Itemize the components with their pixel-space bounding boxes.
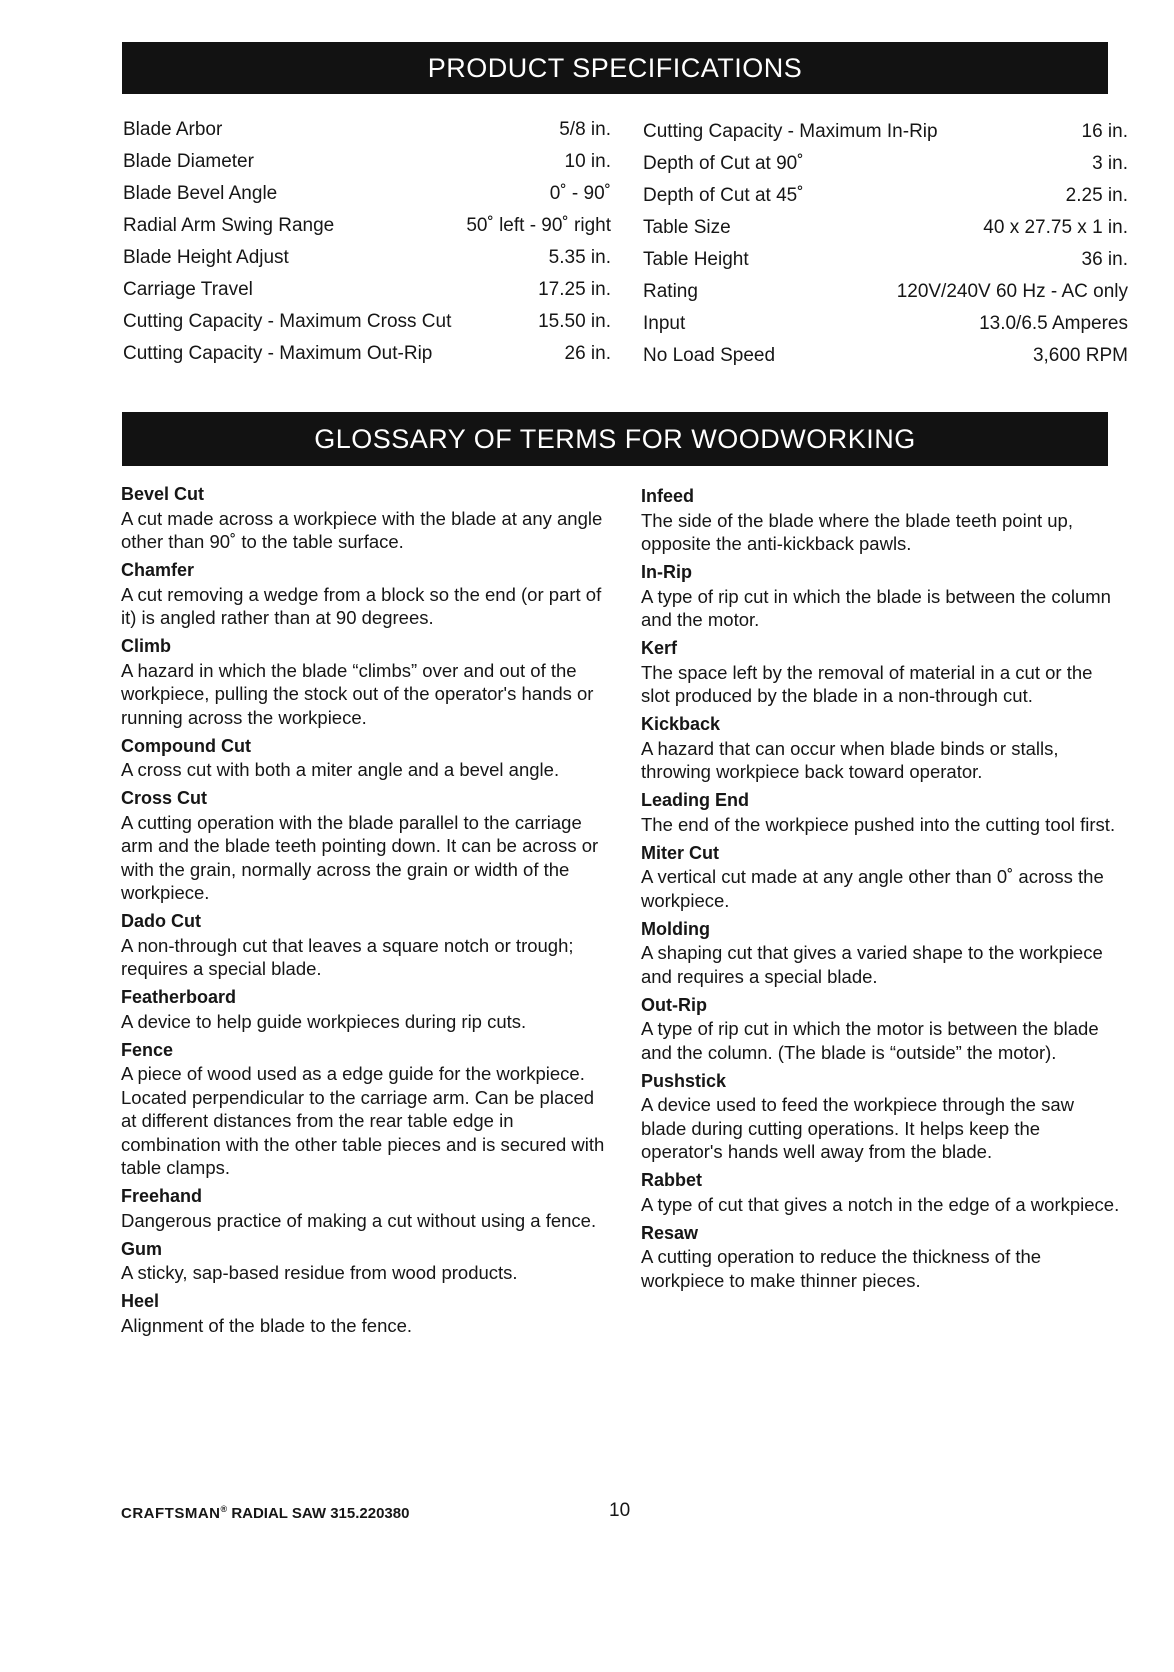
glossary-entry: [121, 910, 611, 981]
spec-row: [123, 242, 611, 274]
glossary-term: Leading End: [641, 790, 749, 810]
glossary-entry: [121, 986, 611, 1033]
spec-label: Radial Arm Swing Range: [123, 215, 335, 236]
glossary-definition: A device to help guide workpieces during rip cuts.: [121, 1010, 527, 1032]
glossary-term: Rabbet: [641, 1170, 703, 1190]
glossary-definition: A cutting operation to reduce the thickness of the workpiece to make thinner pieces.: [641, 1246, 1042, 1291]
glossary-definition: The side of the blade where the blade teeth point up, opposite the anti-kickback pawls.: [641, 509, 1073, 554]
spec-value: 2.25 in.: [1065, 185, 1128, 206]
glossary-term: Climb: [121, 636, 172, 656]
spec-value: 16 in.: [1081, 121, 1128, 142]
glossary-term: Bevel Cut: [121, 484, 205, 504]
glossary-left-column: [121, 483, 611, 1343]
glossary-term: Freehand: [121, 1186, 203, 1206]
spec-row: [123, 210, 611, 242]
glossary-entry: [121, 559, 611, 630]
specifications-banner: [122, 42, 1108, 94]
spec-label: Depth of Cut at 90˚: [643, 153, 804, 174]
spec-label: Blade Arbor: [123, 119, 223, 140]
spec-label: Input: [643, 313, 686, 334]
spec-row: [643, 308, 1128, 340]
glossary-term: Dado Cut: [121, 911, 201, 931]
glossary-term: Fence: [121, 1039, 174, 1060]
spec-value: 26 in.: [564, 343, 611, 364]
spec-value: 40 x 27.75 x 1 in.: [983, 217, 1128, 238]
glossary-term: Resaw: [641, 1222, 699, 1243]
spec-row: [123, 178, 611, 210]
spec-value: 17.25 in.: [538, 279, 611, 300]
spec-row: [643, 244, 1128, 276]
glossary-entry: [121, 635, 611, 729]
glossary-definition: A hazard that can occur when blade binds or stalls, throwing workpiece back toward operator.: [641, 737, 1059, 782]
spec-value: 5/8 in.: [559, 119, 611, 140]
glossary-entry: [641, 485, 1121, 556]
glossary-term: Kickback: [641, 714, 721, 734]
spec-value: 50˚ left - 90˚ right: [466, 215, 611, 236]
glossary-entry: [121, 1290, 611, 1337]
spec-label: Blade Height Adjust: [123, 247, 289, 268]
spec-value: 120V/240V 60 Hz - AC only: [896, 281, 1128, 302]
glossary-definition: A piece of wood used as a edge guide for the workpiece. Located perpendicular to the carriage arm. Can be placed at different distances from the rear table edge in combination with the other table pieces and is secured with table clamps.: [121, 1063, 605, 1178]
glossary-definition: A shaping cut that gives a varied shape to the workpiece and requires a special blade.: [641, 942, 1103, 987]
glossary-definition: A type of cut that gives a notch in the edge of a workpiece.: [641, 1193, 1120, 1215]
glossary-term: Gum: [121, 1238, 163, 1259]
spec-value: 3 in.: [1092, 153, 1128, 174]
glossary-right-column: [641, 485, 1121, 1298]
glossary-entry: [641, 713, 1121, 784]
spec-row: [643, 212, 1128, 244]
spec-value: 36 in.: [1081, 249, 1128, 270]
spec-row: [643, 276, 1128, 308]
glossary-term: Kerf: [641, 638, 678, 658]
glossary-definition: A device used to feed the workpiece through the saw blade during cutting operations. It helps keep the operator's hands well away from the blade.: [641, 1094, 1074, 1162]
glossary-entry: [641, 561, 1121, 632]
glossary-entry: [641, 1222, 1121, 1293]
glossary-definition: A cut removing a wedge from a block so the end (or part of it) is angled rather than at 90 degrees.: [121, 583, 602, 628]
spec-row: [123, 114, 611, 146]
glossary-definition: The space left by the removal of material in a cut or the slot produced by the blade in a non-through cut.: [641, 661, 1093, 706]
spec-row: [123, 338, 611, 370]
glossary-definition: Alignment of the blade to the fence.: [121, 1314, 413, 1336]
model-name: RADIAL SAW 315.220380: [231, 1505, 410, 1522]
spec-label: Depth of Cut at 45˚: [643, 185, 804, 206]
glossary-term: Cross Cut: [121, 788, 208, 808]
spec-label: No Load Speed: [643, 345, 776, 366]
glossary-entry: [641, 918, 1121, 989]
spec-label: Blade Diameter: [123, 151, 254, 172]
glossary-entry: [641, 637, 1121, 708]
spec-value: 0˚ - 90˚: [549, 183, 611, 204]
glossary-entry: [121, 787, 611, 905]
glossary-definition: The end of the workpiece pushed into the cutting tool first.: [641, 813, 1116, 835]
spec-row: [123, 274, 611, 306]
glossary-term: Out-Rip: [641, 994, 707, 1015]
spec-label: Cutting Capacity - Maximum In-Rip: [643, 121, 938, 142]
glossary-entry: [121, 1238, 611, 1285]
spec-row: [123, 306, 611, 338]
glossary-definition: A cut made across a workpiece with the blade at any angle other than 90˚ to the table surface.: [121, 507, 603, 552]
glossary-definition: Dangerous practice of making a cut without using a fence.: [121, 1209, 597, 1231]
glossary-term: Molding: [641, 918, 710, 939]
brand-logo: CRAFTSMAN: [121, 1505, 221, 1522]
glossary-entry: [641, 1169, 1121, 1216]
glossary-entry: [641, 994, 1121, 1065]
spec-row: [123, 146, 611, 178]
spec-label: Carriage Travel: [123, 279, 253, 300]
spec-label: Rating: [643, 281, 698, 302]
glossary-definition: A vertical cut made at any angle other than 0˚ across the workpiece.: [641, 866, 1104, 911]
glossary-term: Chamfer: [121, 560, 195, 580]
spec-row: [643, 180, 1128, 212]
specifications-right-column: [643, 116, 1128, 372]
glossary-banner: [122, 412, 1108, 466]
spec-value: 13.0/6.5 Amperes: [979, 313, 1128, 334]
spec-value: 5.35 in.: [548, 247, 611, 268]
specifications-left-column: [123, 114, 611, 370]
spec-value: 10 in.: [564, 151, 611, 172]
spec-value: 15.50 in.: [538, 311, 611, 332]
glossary-definition: A non-through cut that leaves a square notch or trough; requires a special blade.: [121, 934, 574, 979]
glossary-term: Infeed: [641, 486, 695, 506]
spec-row: [643, 340, 1128, 372]
spec-label: Cutting Capacity - Maximum Out-Rip: [123, 343, 433, 364]
glossary-entry: [121, 735, 611, 782]
page-number: 10: [609, 1500, 631, 1521]
glossary-entry: [641, 1070, 1121, 1164]
glossary-entry: [641, 842, 1121, 913]
registered-mark: ®: [220, 1504, 228, 1514]
glossary-definition: A cutting operation with the blade parallel to the carriage arm and the blade teeth pointing down. It can be across or with the grain, normally across the grain or width of the workpiece.: [121, 811, 599, 903]
glossary-term: Featherboard: [121, 987, 237, 1007]
glossary-term: Miter Cut: [641, 842, 719, 863]
glossary-definition: A sticky, sap-based residue from wood products.: [121, 1262, 518, 1283]
spec-label: Cutting Capacity - Maximum Cross Cut: [123, 311, 452, 332]
spec-label: Blade Bevel Angle: [123, 183, 278, 204]
glossary-entry: [641, 789, 1121, 836]
spec-row: [643, 148, 1128, 180]
glossary-entry: [121, 483, 611, 554]
glossary-definition: A type of rip cut in which the motor is between the blade and the column. (The blade is “outside” the motor).: [641, 1018, 1099, 1063]
footer-model-line: [121, 1504, 409, 1522]
glossary-definition: A cross cut with both a miter angle and a bevel angle.: [121, 759, 560, 780]
glossary-definition: A hazard in which the blade “climbs” over and out of the workpiece, pulling the stock out of the operator's hands or running across the workpiece.: [121, 659, 594, 728]
glossary-entry: [121, 1185, 611, 1232]
specifications-title: PRODUCT SPECIFICATIONS: [427, 52, 803, 83]
glossary-definition: A type of rip cut in which the blade is between the column and the motor.: [641, 585, 1111, 630]
glossary-term: Compound Cut: [121, 735, 251, 756]
spec-label: Table Height: [643, 249, 749, 270]
glossary-title: GLOSSARY OF TERMS FOR WOODWORKING: [314, 423, 916, 454]
spec-label: Table Size: [643, 217, 731, 238]
glossary-term: Heel: [121, 1291, 160, 1311]
spec-row: [643, 116, 1128, 148]
glossary-entry: [121, 1039, 611, 1180]
glossary-term: Pushstick: [641, 1070, 727, 1091]
glossary-term: In-Rip: [641, 562, 692, 582]
spec-value: 3,600 RPM: [1032, 345, 1128, 366]
